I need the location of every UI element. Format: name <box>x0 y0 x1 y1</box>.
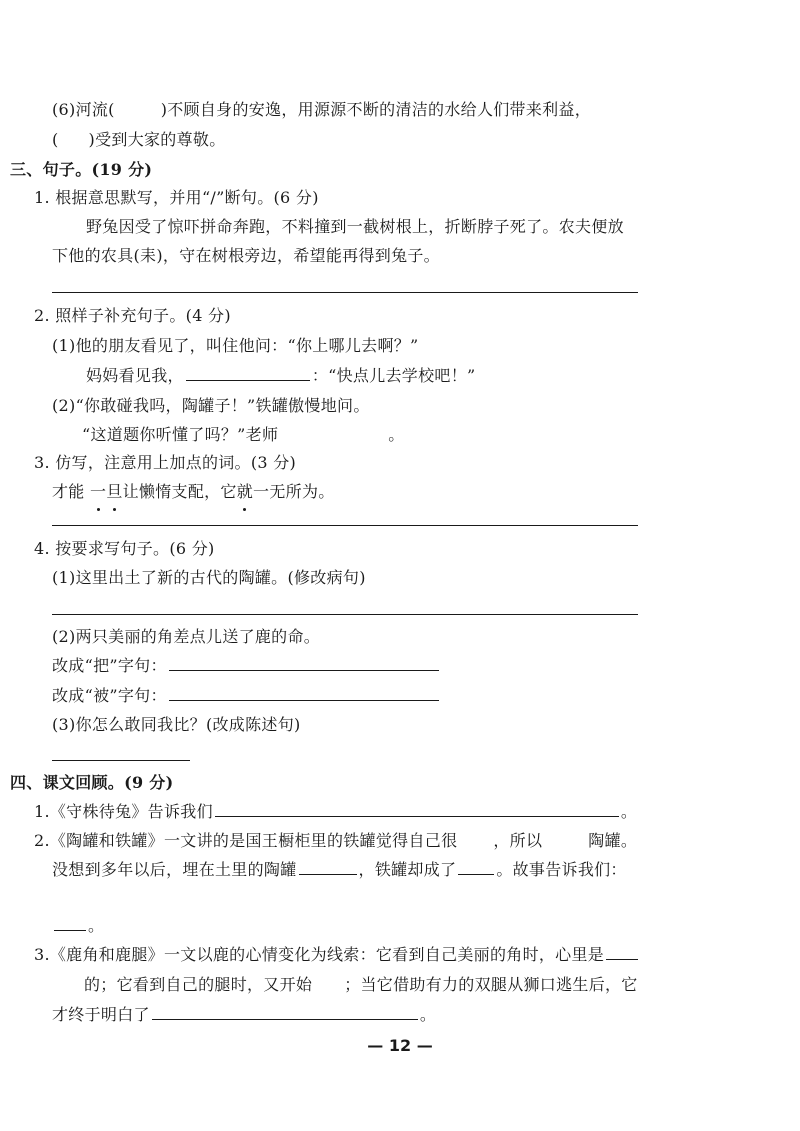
answer-blank[interactable] <box>606 943 638 960</box>
q3-4-ba-sentence: 改成“把”字句： <box>52 654 441 678</box>
q3-1-prompt: 1. 根据意思默写，并用“/”断句。(6 分) <box>34 188 319 207</box>
q3-4-sentence2: (2)两只美丽的角差点儿送了鹿的命。 <box>52 627 321 646</box>
answer-blank[interactable] <box>152 1003 418 1020</box>
emphasis-dot-char: 一 <box>90 480 106 504</box>
q2-6-line1: (6)河流( )不顾自身的安逸，用源源不断的清洁的水给人们带来利益， <box>52 100 592 119</box>
q3-4-sentence3: (3)你怎么敢同我比？(改成陈述句) <box>52 715 301 734</box>
s4-q2-line3: 。 <box>52 914 104 938</box>
answer-blank[interactable] <box>169 684 439 701</box>
q3-4-prompt: 4. 按要求写句子。(6 分) <box>34 539 215 558</box>
s4-q3-line2: 的；它看到自己的腿时，又开始 ；当它借助有力的双腿从狮口逃生后，它 <box>84 975 638 994</box>
answer-blank[interactable] <box>215 800 619 817</box>
section-4-heading: 四、课文回顾。(9 分) <box>10 773 174 792</box>
q2-6-line2: ( )受到大家的尊敬。 <box>52 130 226 149</box>
answer-blank[interactable] <box>186 364 310 381</box>
q3-4-sentence1: (1)这里出土了新的古代的陶罐。(修改病句) <box>52 568 366 587</box>
answer-blank[interactable] <box>54 914 86 931</box>
answer-line[interactable] <box>52 292 638 293</box>
answer-blank[interactable] <box>169 654 439 671</box>
q3-3-text: 才能 一旦让懒惰支配，它就一无所为。 <box>52 480 335 504</box>
q3-2-example2: (2)“你敢碰我吗，陶罐子！”铁罐傲慢地问。 <box>52 396 370 415</box>
s4-q3-line3: 才终于明白了 。 <box>52 1005 437 1024</box>
emphasis-dot-char: 就 <box>237 480 253 504</box>
emphasis-dot-char: 旦 <box>106 480 122 504</box>
section-3-heading: 三、句子。(19 分) <box>10 160 153 179</box>
answer-blank[interactable] <box>458 858 494 875</box>
s4-q2-line2: 没想到多年以后，埋在土里的陶罐 ，铁罐却成了 。故事告诉我们： <box>52 860 627 879</box>
s4-q2-line1: 2.《陶罐和铁罐》一文讲的是国王橱柜里的铁罐觉得自己很 ，所以 陶罐。 <box>34 831 638 850</box>
s4-q1: 1.《守株待兔》告诉我们 。 <box>34 802 638 821</box>
page-number: — 12 — <box>367 1036 433 1055</box>
s4-q3-line1: 3.《鹿角和鹿腿》一文以鹿的心情变化为线索：它看到自己美丽的角时，心里是 <box>34 943 640 967</box>
q3-2-prompt: 2. 照样子补充句子。(4 分) <box>34 306 231 325</box>
answer-line[interactable] <box>52 760 190 761</box>
q3-1-text-line2: 下他的农具(耒)，守在树根旁边，希望能再得到兔子。 <box>52 246 440 265</box>
answer-blank[interactable] <box>299 858 357 875</box>
q3-4-bei-sentence: 改成“被”字句： <box>52 684 441 708</box>
q3-1-text-line1: 野兔因受了惊吓拼命奔跑，不料撞到一截树根上，折断脖子死了。农夫便放 <box>86 217 624 236</box>
q3-2-fill1: 妈妈看见我， ：“快点儿去学校吧！” <box>86 366 476 385</box>
answer-line[interactable] <box>52 525 638 526</box>
q3-3-prompt: 3. 仿写，注意用上加点的词。(3 分) <box>34 453 297 472</box>
q3-2-fill2: “这道题你听懂了吗？”老师 。 <box>82 425 405 444</box>
answer-line[interactable] <box>52 614 638 615</box>
q3-2-example1: (1)他的朋友看见了，叫住他问：“你上哪儿去啊？” <box>52 336 419 355</box>
